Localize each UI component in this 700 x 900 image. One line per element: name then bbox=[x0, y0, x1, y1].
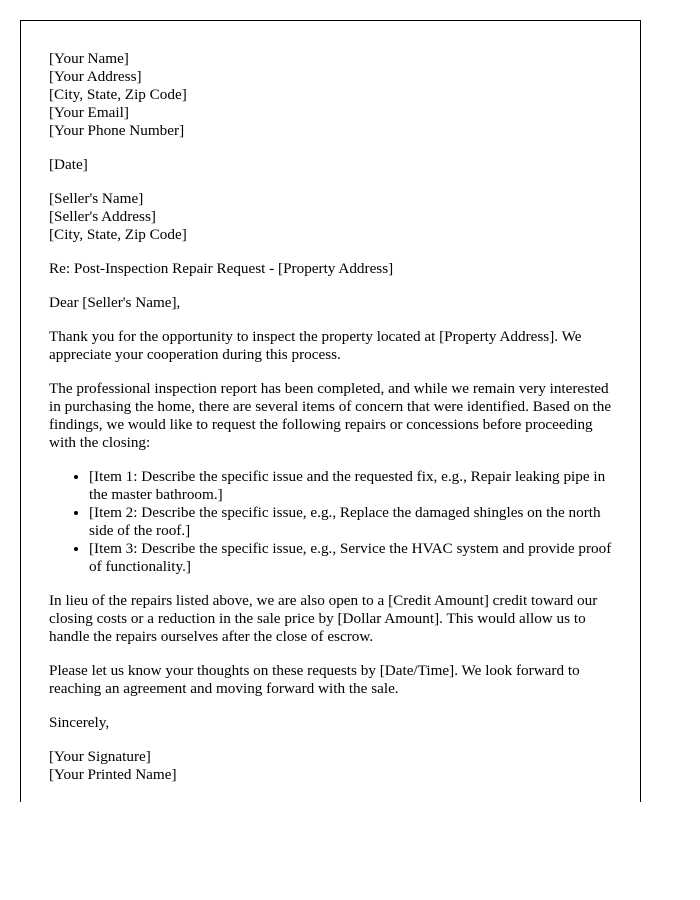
printed-name: [Your Printed Name] bbox=[49, 766, 177, 783]
repair-item: • [Item 2: Describe the specific issue, e.g., Replace the damaged shingles on the north side of the roof.] bbox=[89, 504, 612, 540]
subject-line: Re: Post-Inspection Repair Request - [Property Address] bbox=[49, 260, 394, 277]
repair-item: • [Item 1: Describe the specific issue and the requested fix, e.g., Repair leaking pipe in the master bathroom.] bbox=[89, 468, 612, 504]
body-paragraph: Please let us know your thoughts on these requests by [Date/Time]. We look forward to reaching an agreement and moving forward with the sale. bbox=[49, 662, 580, 697]
recipient-block bbox=[49, 190, 612, 244]
sender-phone: [Your Phone Number] bbox=[49, 122, 185, 139]
body-paragraph: In lieu of the repairs listed above, we are also open to a [Credit Amount] credit toward our closing costs or a reduction in the sale price by [Dollar Amount]. This would allow us to handle the repairs ourselves after the close of escrow. bbox=[49, 592, 598, 645]
sender-address: [Your Address] bbox=[49, 68, 142, 85]
salutation: Dear [Seller's Name], bbox=[49, 294, 181, 311]
recipient-city-state-zip: [City, State, Zip Code] bbox=[49, 226, 187, 243]
repair-items-list bbox=[49, 468, 612, 576]
sender-email: [Your Email] bbox=[49, 104, 129, 121]
recipient-name: [Seller's Name] bbox=[49, 190, 144, 207]
signoff: Sincerely, bbox=[49, 714, 110, 731]
body-paragraph: The professional inspection report has been completed, and while we remain very interested in purchasing the home, there are several items of concern that were identified. Based on the findings, we would like to request the following repairs or concessions before proceeding with the closing: bbox=[49, 380, 612, 451]
signature-line: [Your Signature] bbox=[49, 748, 151, 765]
signature-block bbox=[49, 748, 612, 784]
recipient-address: [Seller's Address] bbox=[49, 208, 156, 225]
body-paragraph: Thank you for the opportunity to inspect the property located at [Property Address]. We appreciate your cooperation during this process. bbox=[49, 328, 582, 363]
sender-city-state-zip: [City, State, Zip Code] bbox=[49, 86, 187, 103]
sender-name: [Your Name] bbox=[49, 50, 129, 67]
repair-item: • [Item 3: Describe the specific issue, e.g., Service the HVAC system and provide proof of functionality.] bbox=[89, 540, 612, 576]
sender-block bbox=[49, 50, 612, 140]
letter-page bbox=[20, 20, 641, 802]
letter-date: [Date] bbox=[49, 156, 88, 173]
